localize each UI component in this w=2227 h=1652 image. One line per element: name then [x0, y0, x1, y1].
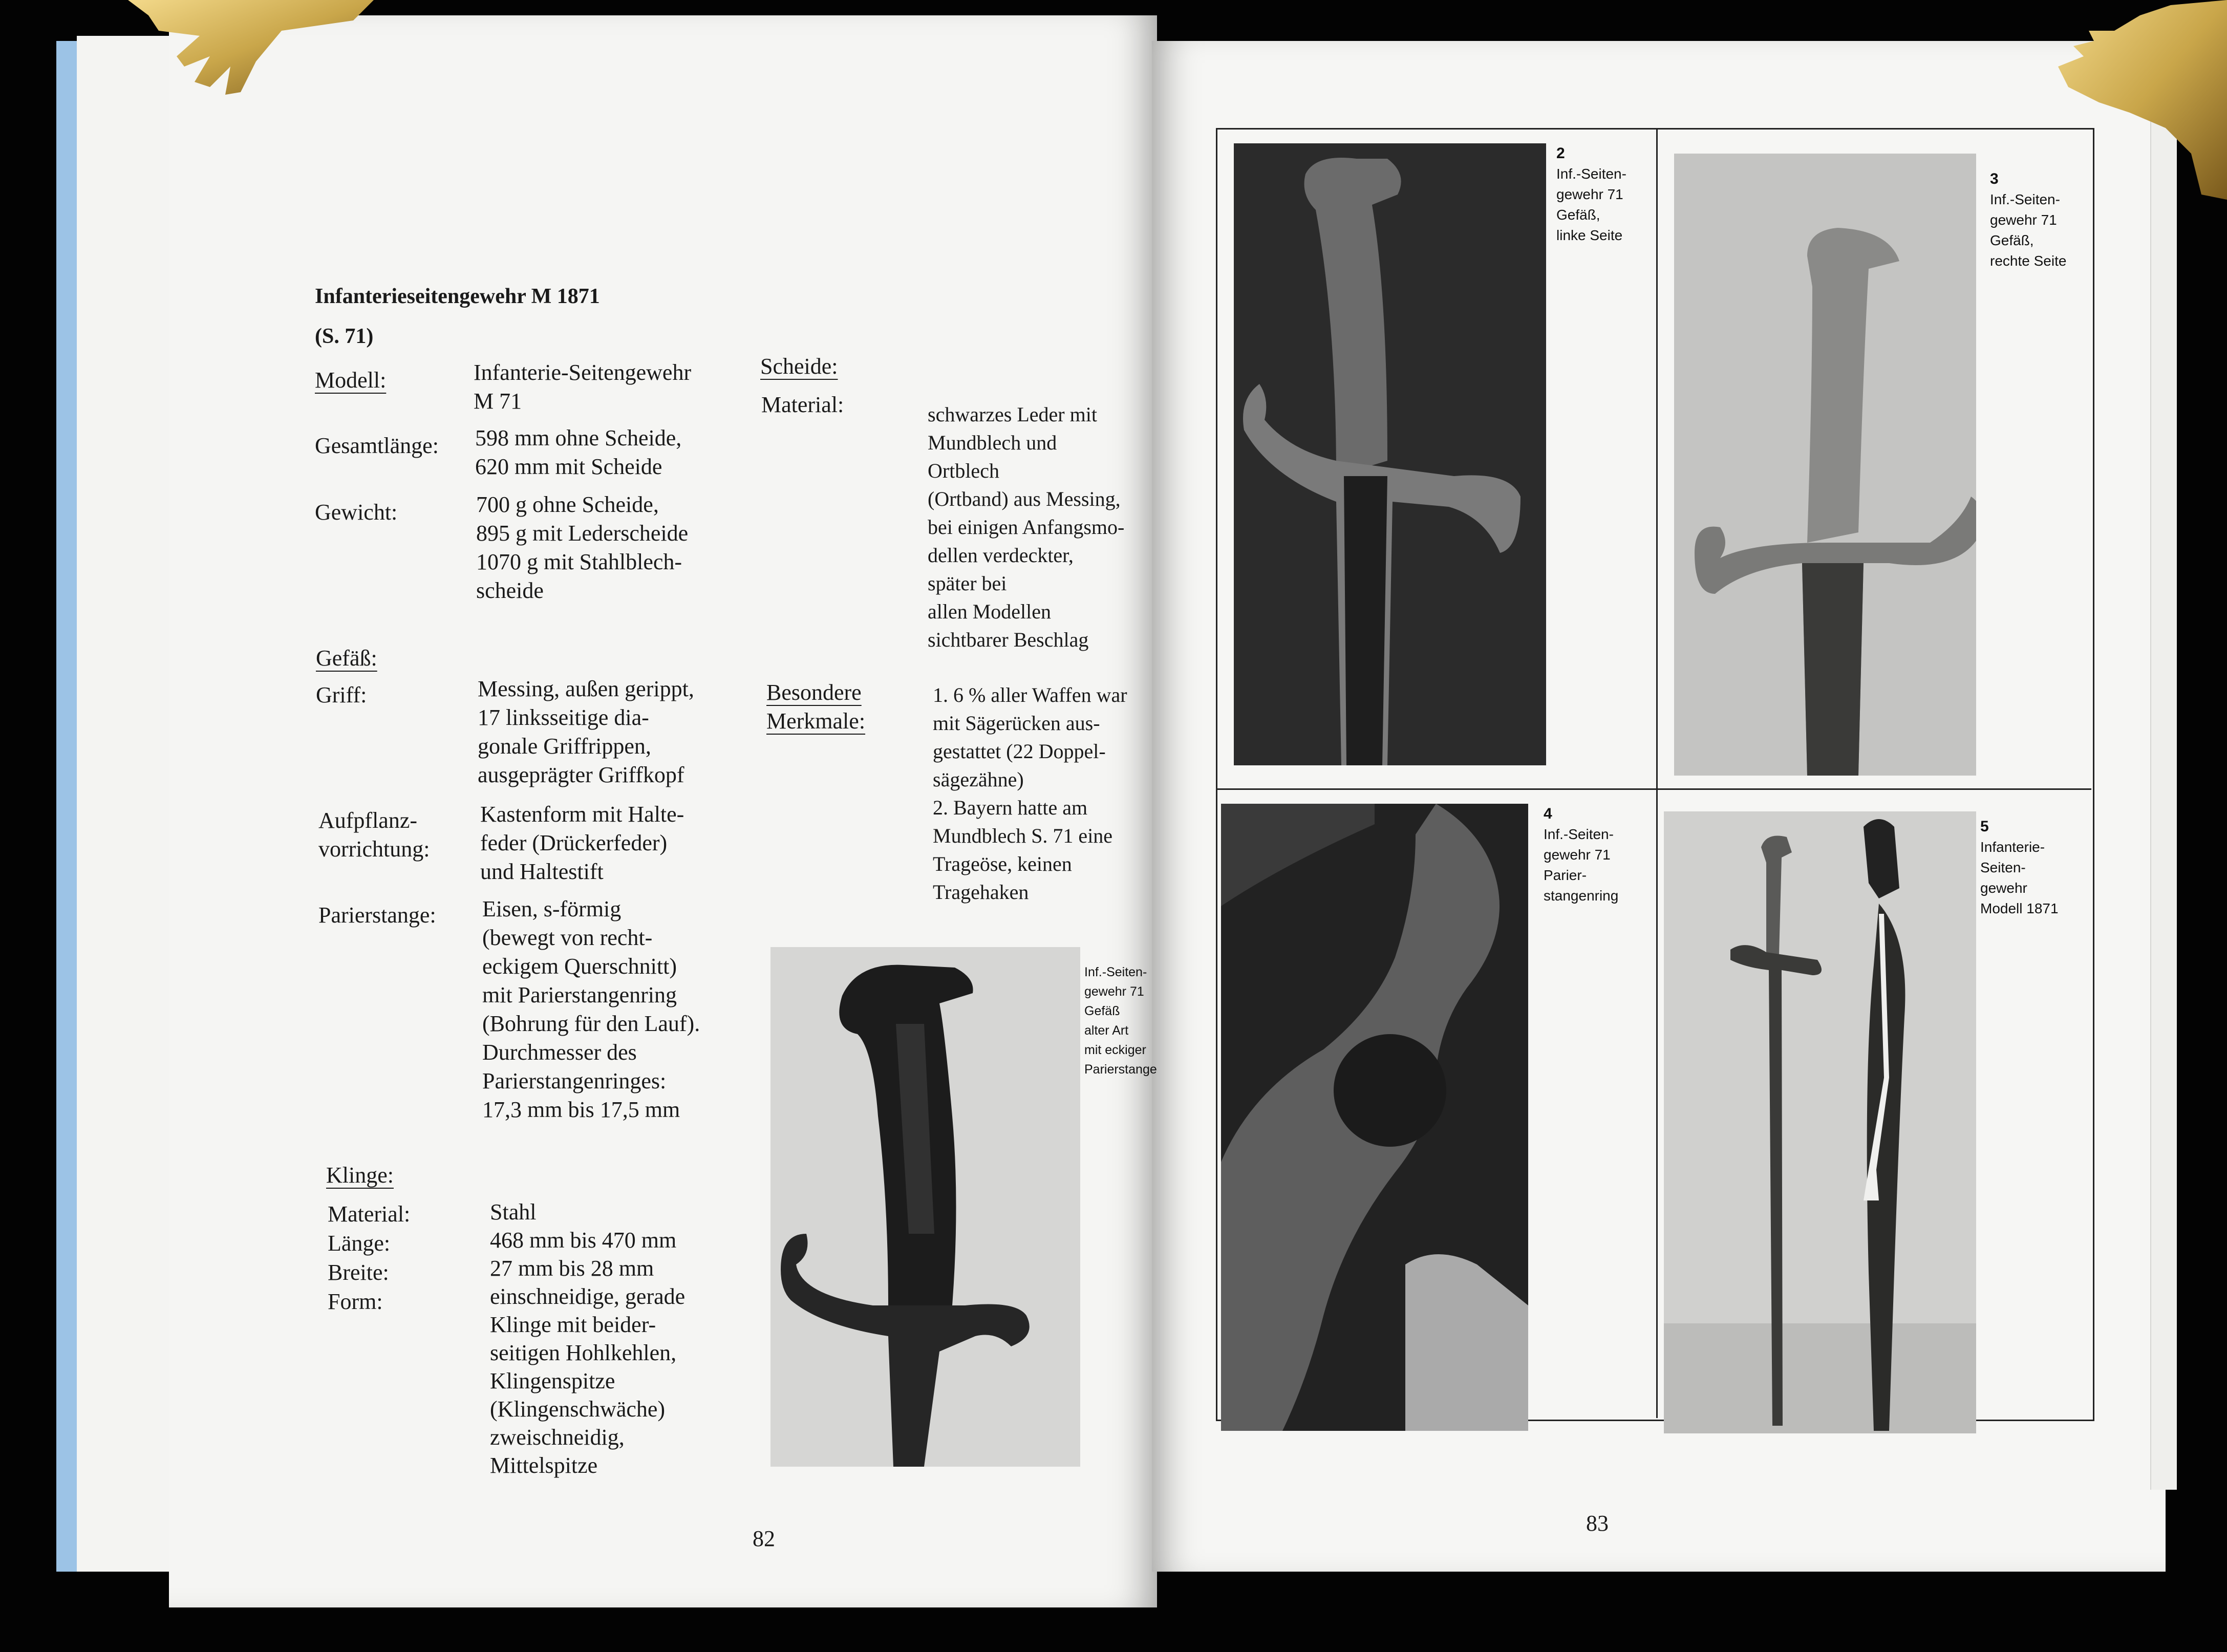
- figure-2-caption: [1556, 143, 1626, 246]
- figure-2-text: Inf.-Seiten- gewehr 71 Gefäß, linke Seite: [1556, 166, 1626, 243]
- value-aufpflanzvorrichtung: Kastenform mit Halte- feder (Drückerfeder) und Haltestift: [480, 802, 684, 884]
- figure-4-text: Inf.-Seiten- gewehr 71 Parier- stangenring: [1544, 826, 1619, 904]
- figure-5-photo: [1664, 811, 1976, 1433]
- label-gewicht: Gewicht:: [315, 500, 398, 525]
- figure-5-caption: [1980, 817, 2059, 919]
- figure-2-photo: [1234, 143, 1546, 765]
- section-gefaess: Gefäß:: [316, 646, 377, 671]
- label-scheide-material: Material:: [761, 392, 844, 417]
- label-modell: Modell:: [315, 368, 387, 393]
- value-gewicht: 700 g ohne Scheide, 895 g mit Lederscheide 1070 g mit Stahlblech- scheide: [476, 492, 689, 603]
- figure-3-text: Inf.-Seiten- gewehr 71 Gefäß, rechte Seite: [1990, 191, 2067, 269]
- label-parierstange: Parierstange:: [318, 903, 436, 928]
- figure-grid-divider-vertical: [1656, 128, 1658, 1418]
- figure-4-caption: [1544, 804, 1618, 906]
- value-griff: Messing, außen gerippt, 17 linksseitige dia- gonale Griffrippen, ausgeprägter Griffkopf: [478, 676, 694, 787]
- figure-5-number: 5: [1980, 818, 1989, 835]
- label-aufpflanzvorrichtung: Aufpflanz- vorrichtung:: [318, 808, 430, 862]
- label-gesamtlaenge: Gesamtlänge:: [315, 433, 439, 458]
- values-klinge: Stahl 468 mm bis 470 mm 27 mm bis 28 mm einschneidige, gerade Klinge mit beider- seitigen Hohlkehlen, Klingenspitze (Klingenschwäche) zweischneidig, Mittelspitze: [490, 1199, 686, 1478]
- section-scheide: Scheide:: [760, 354, 838, 379]
- labels-klinge: Material: Länge: Breite: Form:: [328, 1202, 411, 1314]
- page-heading: [315, 276, 600, 356]
- page-stack-right: [2150, 56, 2177, 1490]
- label-griff: Griff:: [316, 682, 367, 707]
- page-number-left: 82: [753, 1526, 775, 1551]
- figure-4-number: 4: [1544, 805, 1552, 822]
- section-klinge: Klinge:: [326, 1163, 394, 1188]
- value-modell: Infanterie-Seitengewehr M 71: [474, 360, 692, 414]
- value-parierstange: Eisen, s-förmig (bewegt von recht- eckigem Querschnitt) mit Parierstangenring (Bohrung für den Lauf). Durchmesser des Parierstangenringes: 17,3 mm bis 17,5 mm: [482, 896, 700, 1122]
- brass-hand-left-icon: [128, 0, 374, 102]
- label-besondere-merkmale: Besondere Merkmale:: [766, 680, 866, 734]
- photo-hilt-old-style: [770, 947, 1080, 1467]
- figure-3-caption: [1990, 169, 2066, 271]
- value-gesamtlaenge: 598 mm ohne Scheide, 620 mm mit Scheide: [475, 425, 682, 479]
- figure-2-number: 2: [1556, 145, 1565, 162]
- figure-3-number: 3: [1990, 170, 1999, 187]
- figure-4-photo: [1221, 804, 1528, 1431]
- photo-caption-left: Inf.-Seiten- gewehr 71 Gefäß alter Art mit eckiger Parierstange: [1084, 965, 1157, 1077]
- page-number-right: 83: [1586, 1511, 1609, 1536]
- figure-5-text: Infanterie- Seiten- gewehr Modell 1871: [1980, 839, 2059, 916]
- heading-title: Infanterieseitengewehr M 1871: [315, 285, 600, 308]
- figure-3-photo: [1674, 154, 1976, 776]
- value-besondere-merkmale: 1. 6 % aller Waffen war mit Sägerücken aus- gestattet (22 Doppel- sägezähne) 2. Bayern hatte am Mundblech S. 71 eine Trageöse, keinen Tragehaken: [933, 683, 1127, 904]
- heading-subtitle: (S. 71): [315, 325, 374, 348]
- figure-grid-divider-horizontal: [1216, 788, 2091, 790]
- value-scheide-material: schwarzes Leder mit Mundblech und Ortblech (Ortband) aus Messing, bei einigen Anfangsmo- dellen verdeckter, später bei allen Modellen sichtbarer Beschlag: [928, 403, 1125, 651]
